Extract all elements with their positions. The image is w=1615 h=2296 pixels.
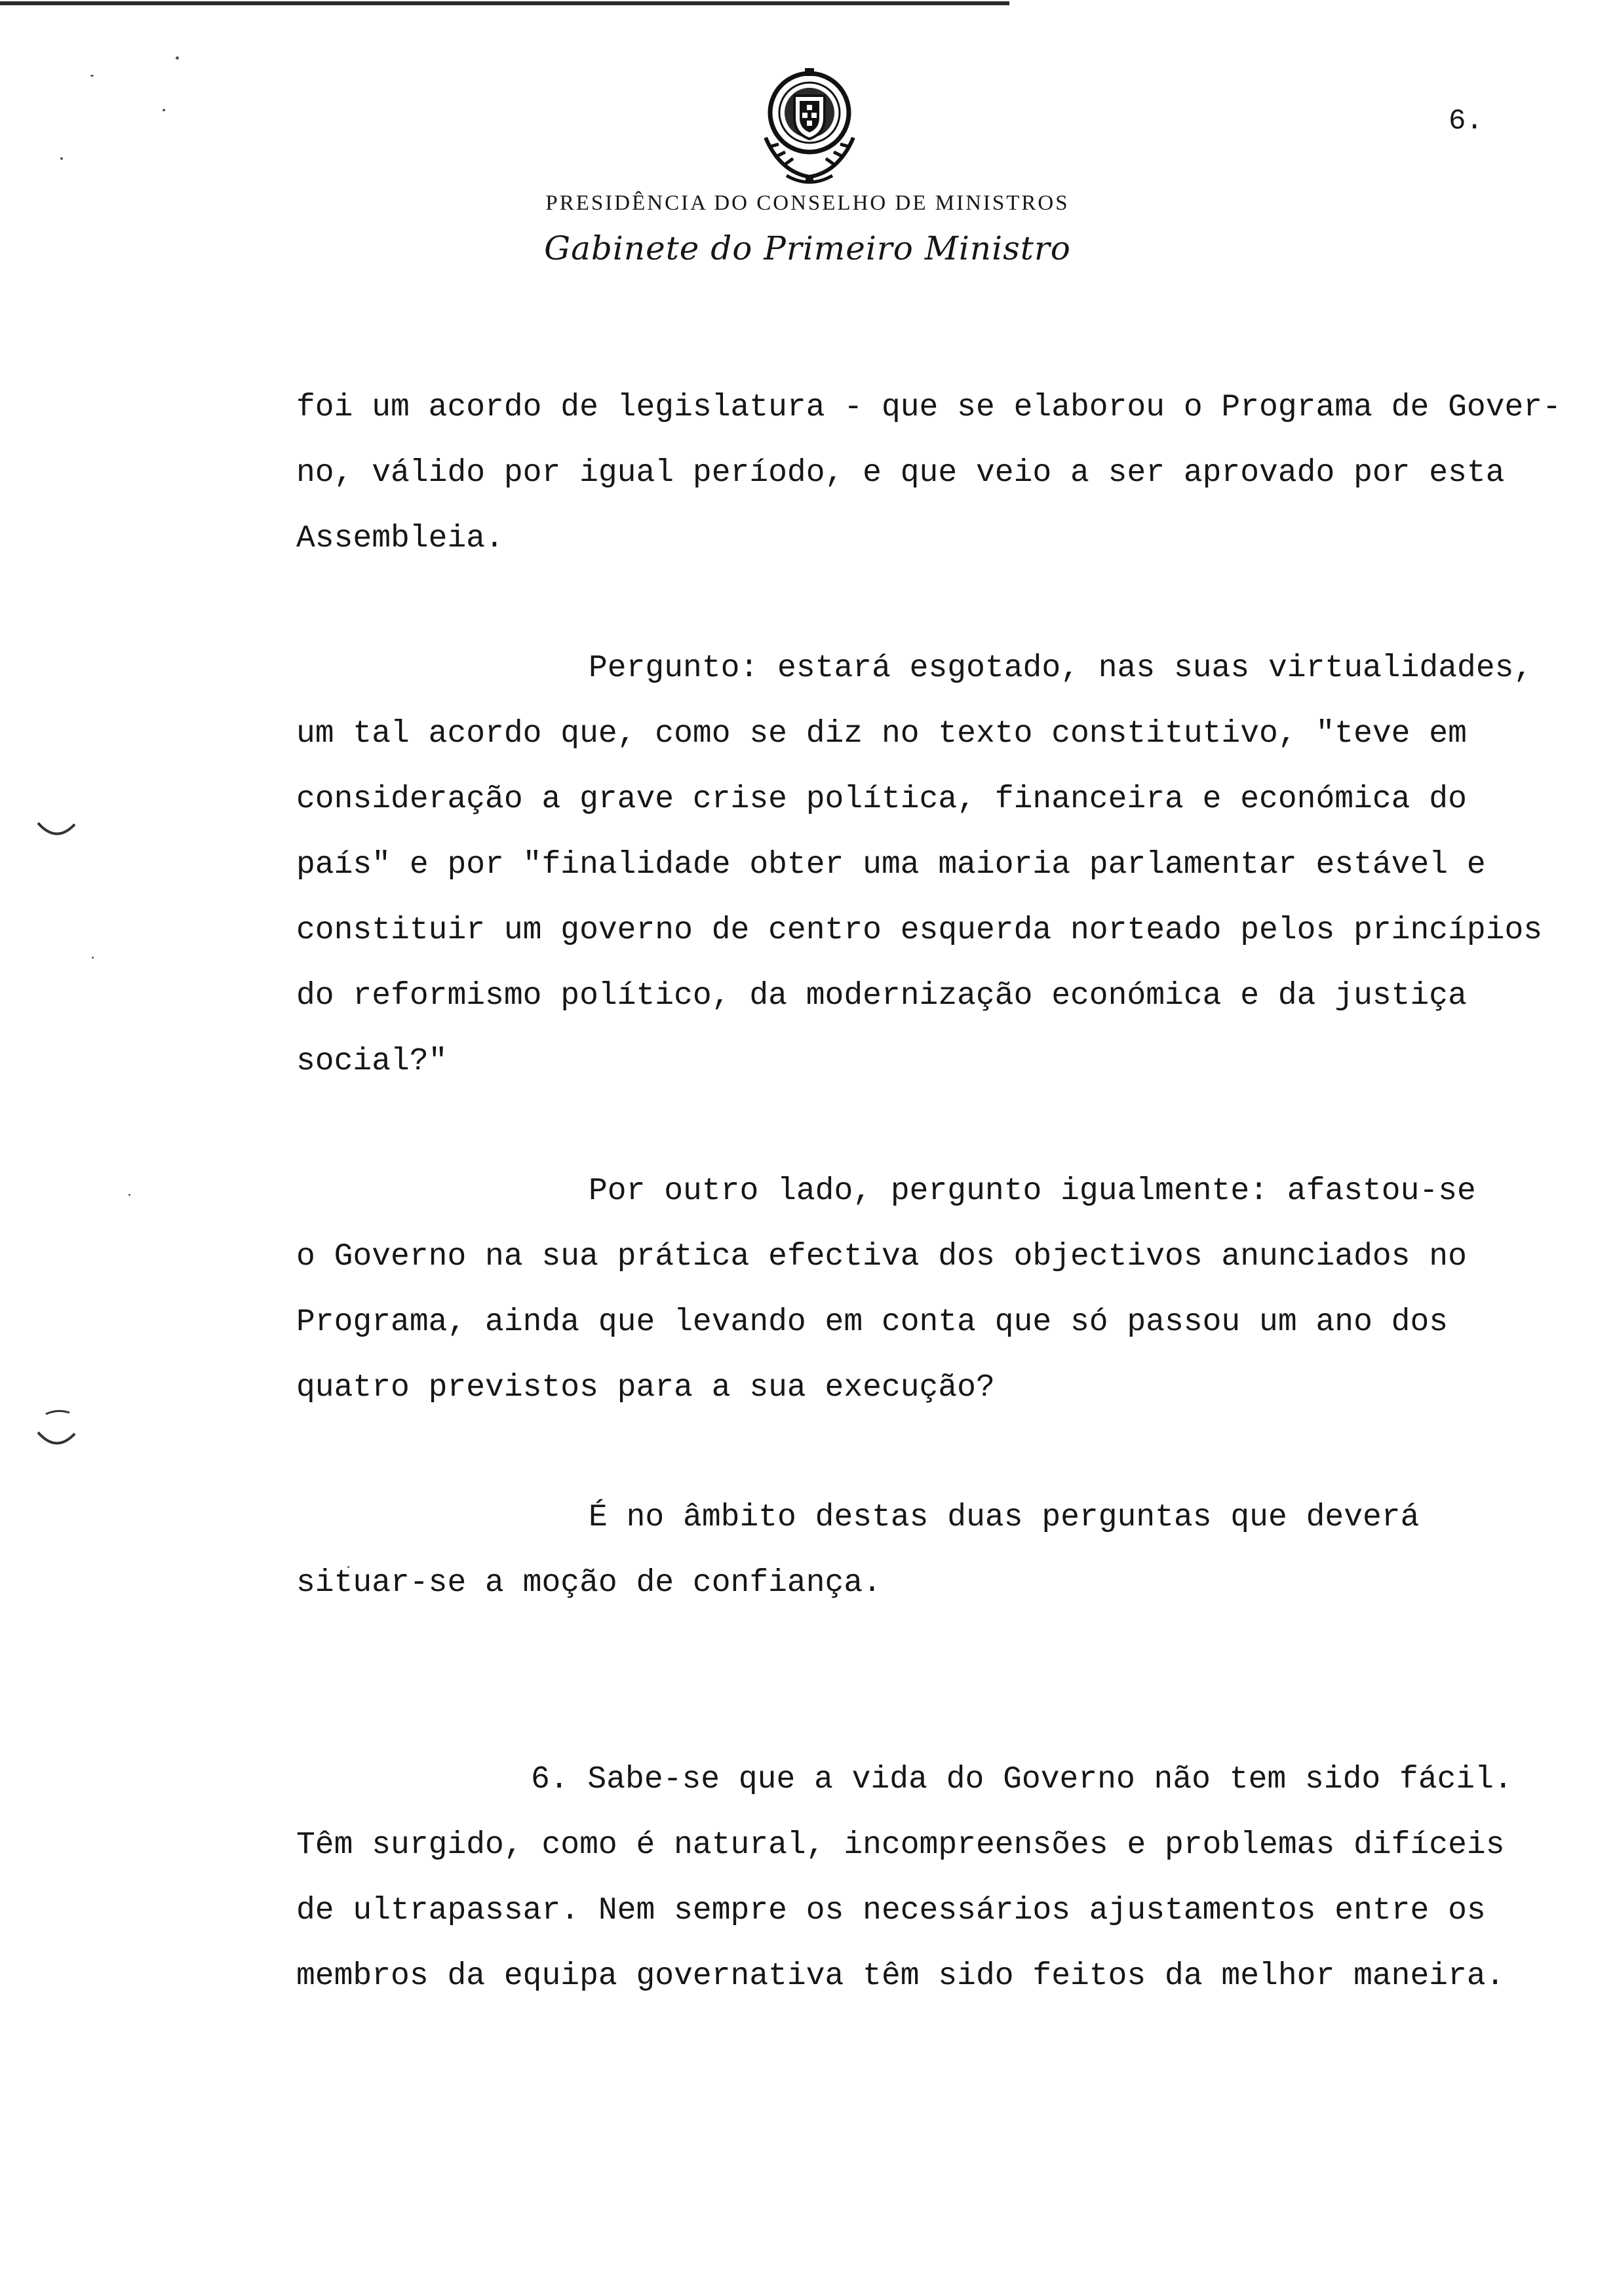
body-line: o Governo na sua prática efectiva dos objectivos anunciados no	[296, 1239, 1467, 1274]
body-line: Pergunto: estará esgotado, nas suas virtualidades,	[589, 651, 1533, 686]
scan-speck	[60, 157, 63, 160]
binder-hole-mark	[35, 1430, 77, 1449]
body-line: no, válido por igual período, e que veio a ser aprovado por esta	[296, 455, 1505, 491]
body-line: Por outro lado, pergunto igualmente: afastou-se	[589, 1174, 1476, 1209]
scan-top-rule	[0, 1, 1009, 5]
scan-speck	[92, 957, 94, 959]
body-line: do reformismo político, da modernização económica e da justiça	[296, 978, 1467, 1014]
page-number: 6.	[1449, 105, 1483, 138]
body-line: Têm surgido, como é natural, incompreensões e problemas difíceis	[296, 1827, 1505, 1863]
body-line: país" e por "finalidade obter uma maioria parlamentar estável e	[296, 847, 1486, 883]
letterhead-office: Gabinete do Primeiro Ministro	[544, 229, 1071, 267]
scan-speck	[176, 56, 179, 60]
body-line: membros da equipa governativa têm sido feitos da melhor maneira.	[296, 1959, 1505, 1994]
body-line: consideração a grave crise política, financeira e económica do	[296, 782, 1467, 817]
body-line: Assembleia.	[296, 521, 504, 556]
scan-speck	[128, 1194, 130, 1196]
body-line: Programa, ainda que levando em conta que só passou um ano dos	[296, 1305, 1449, 1340]
body-line: quatro previstos para a sua execução?	[296, 1370, 995, 1406]
body-line: de ultrapassar. Nem sempre os necessários ajustamentos entre os	[296, 1893, 1486, 1928]
body-line: constituir um governo de centro esquerda norteado pelos princípios	[296, 913, 1543, 948]
letterhead-institution: PRESIDÊNCIA DO CONSELHO DE MINISTROS	[545, 191, 1070, 215]
body-line: foi um acordo de legislatura - que se elaborou o Programa de Gover-	[296, 390, 1561, 425]
scan-speck	[90, 75, 94, 77]
binder-hole-mark	[43, 1407, 72, 1417]
body-line: 6. Sabe-se que a vida do Governo não tem sido fácil.	[531, 1762, 1513, 1797]
binder-hole-mark	[35, 820, 77, 840]
body-line: É no âmbito destas duas perguntas que deverá	[589, 1500, 1420, 1535]
body-line: situar-se a moção de confiança.	[296, 1565, 882, 1601]
coat-of-arms-emblem	[747, 60, 872, 191]
body-line: um tal acordo que, como se diz no texto constitutivo, "teve em	[296, 716, 1467, 752]
scan-speck	[163, 109, 165, 111]
body-line: social?"	[296, 1044, 448, 1079]
